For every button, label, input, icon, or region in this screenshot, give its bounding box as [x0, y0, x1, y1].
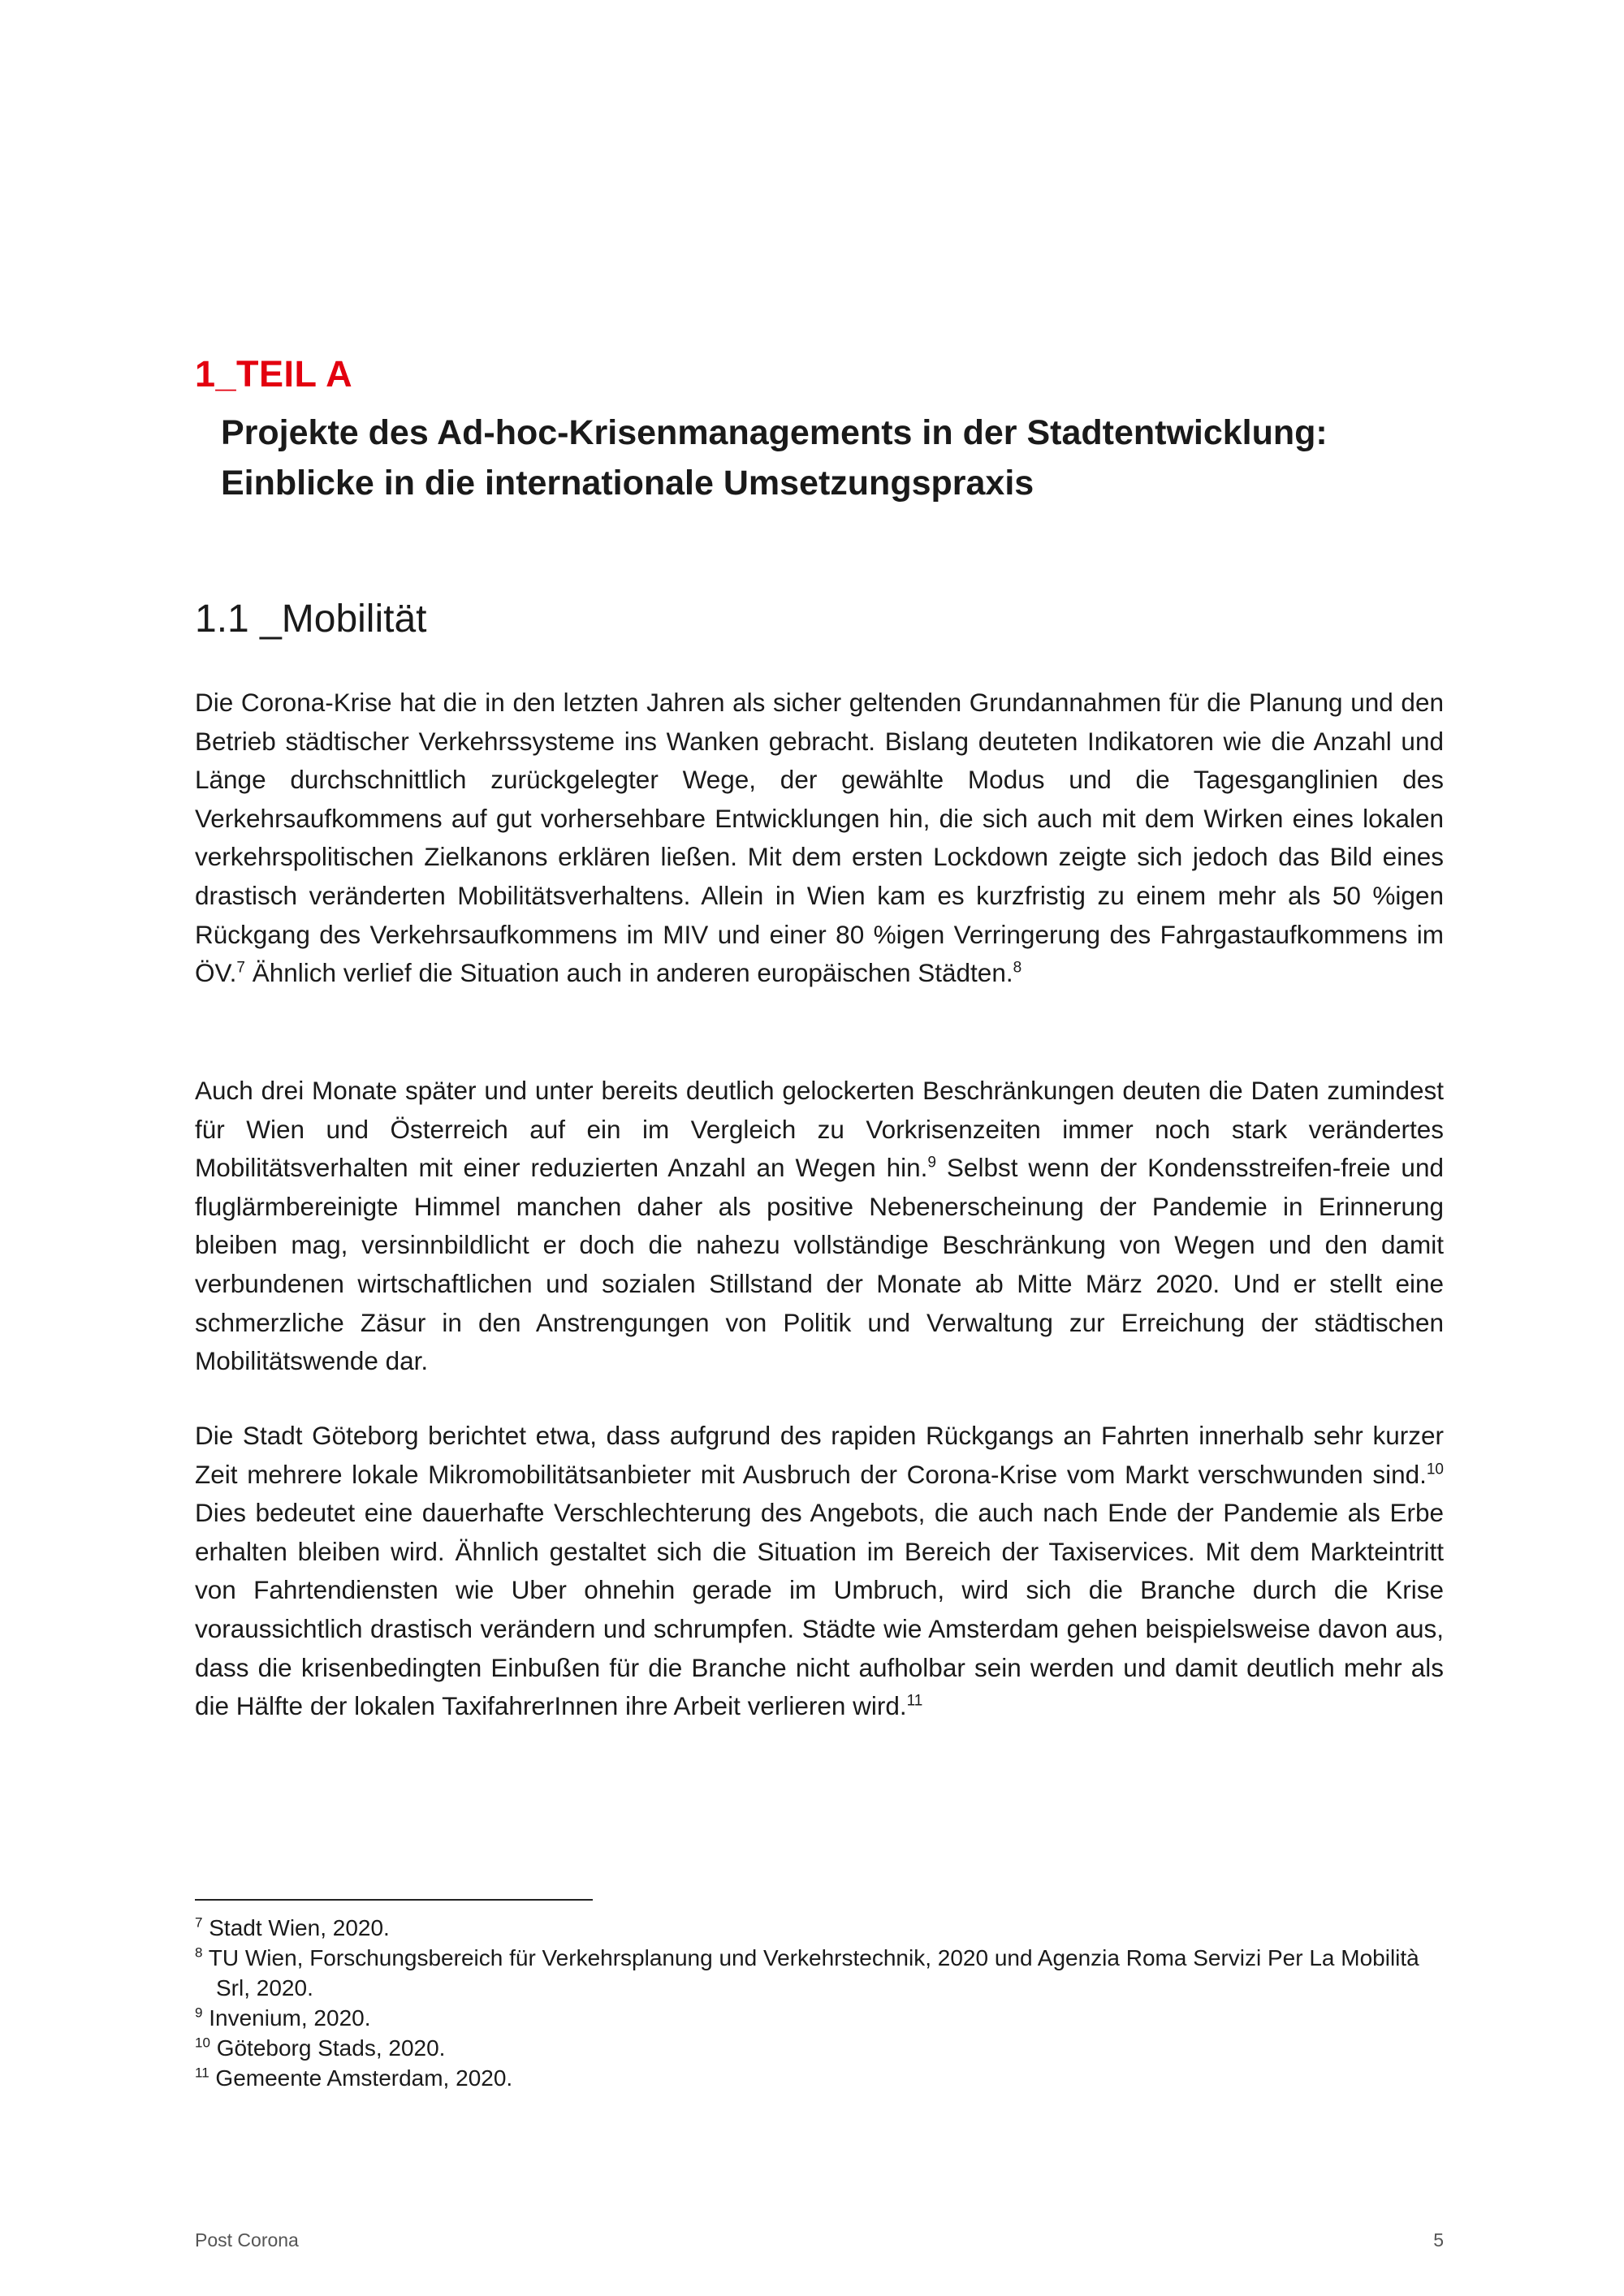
footnotes-list [195, 1913, 1445, 2093]
footnote-text: Invenium, 2020. [202, 2005, 371, 2031]
footnote-ref-10: 10 [1426, 1461, 1444, 1478]
footnote-ref-7: 7 [236, 959, 245, 977]
footnote-text: Gemeente Amsterdam, 2020. [209, 2065, 513, 2091]
paragraph-2-text-a: Auch drei Monate später und unter bereits deutlich gelockerten Beschränkungen deuten die Daten zumindest für Wien und Österreich auf ein im Vergleich zu Vorkrisenzeiten immer noch stark verändertes Mobilitätsverhalten mit einer reduzierten Anzahl an Wegen hin. [195, 1076, 1444, 1183]
footnote-number: 11 [195, 2065, 209, 2081]
footnote-ref-11: 11 [906, 1692, 923, 1710]
chapter-title [221, 408, 1520, 508]
paragraph-2 [195, 1072, 1444, 1381]
footnote-number: 8 [195, 1944, 203, 1961]
page-number: 5 [1433, 2229, 1444, 2251]
section-heading: 1.1 _Mobilität [195, 598, 427, 641]
footnote-8 [195, 1943, 1445, 2003]
paragraph-3 [195, 1417, 1444, 1726]
footnote-7 [195, 1913, 1445, 1943]
paragraph-1-text-a: Die Corona-Krise hat die in den letzten Jahren als sicher geltenden Grundannahmen für die Planung und den Betrieb städtischer Verkehrssysteme ins Wanken gebracht. Bislang deuteten Indikatoren wie die Anzahl und Länge durchschnittlich zurückgelegter Wege, der gewählte Modus und die Tagesganglinien des Verkehrsaufkommens auf gut vorhersehbare Entwicklungen hin, die sich auch mit dem Wirken eines lokalen verkehrspolitischen Zielkanons erklären ließen. Mit dem ersten Lockdown zeigte sich jedoch das Bild eines drastisch veränderten Mobilitätsverhaltens. Allein in Wien kam es kurzfristig zu einem mehr als 50 %igen Rückgang des Verkehrsaufkommens im MIV und einer 80 %igen Verringerung des Fahrgastaufkommens im ÖV. [195, 688, 1444, 988]
footnote-9 [195, 2003, 1445, 2033]
footnote-11 [195, 2063, 1445, 2093]
paragraph-3-text-b: Dies bedeutet eine dauerhafte Verschlechterung des Angebots, die auch nach Ende der Pandemie als Erbe erhalten bleiben wird. Ähnlich gestaltet sich die Situation im Bereich der Taxiservices. Mit dem Markteintritt von Fahrtendiensten wie Uber ohnehin gerade im Umbruch, wird sich die Branche durch die Krise voraussichtlich drastisch verändern und schrumpfen. Städte wie Amsterdam gehen beispielsweise davon aus, dass die krisenbedingten Einbußen für die Branche nicht aufholbar sein werden und damit deutlich mehr als die Hälfte der lokalen TaxifahrerInnen ihre Arbeit verlieren wird. [195, 1498, 1444, 1721]
footnote-ref-9: 9 [927, 1154, 936, 1172]
paragraph-3-text-a: Die Stadt Göteborg berichtet etwa, dass aufgrund des rapiden Rückgangs an Fahrten innerhalb sehr kurzer Zeit mehrere lokale Mikromobilitätsanbieter mit Ausbruch der Corona-Krise vom Markt verschwunden sind. [195, 1421, 1444, 1489]
footnote-number: 10 [195, 2035, 210, 2051]
paragraph-1 [195, 684, 1444, 993]
footnote-text: Göteborg Stads, 2020. [209, 2035, 446, 2061]
footer-document-title: Post Corona [195, 2229, 299, 2251]
chapter-label: 1_TEIL A [195, 353, 353, 395]
footnote-10 [195, 2033, 1445, 2063]
chapter-title-line-2: Einblicke in die internationale Umsetzungspraxis [221, 464, 1034, 503]
paragraph-1-text-b: Ähnlich verlief die Situation auch in anderen europäischen Städten. [244, 958, 1013, 988]
footnote-number: 7 [195, 1914, 203, 1931]
footnote-text: TU Wien, Forschungsbereich für Verkehrsplanung und Verkehrstechnik, 2020 und Agenzia Roma Servizi Per La Mobilità Srl, 2020. [202, 1945, 1419, 2000]
footnote-text: Stadt Wien, 2020. [202, 1915, 390, 1940]
footnote-number: 9 [195, 2005, 203, 2021]
footnote-ref-8: 8 [1013, 959, 1022, 977]
paragraph-2-text-b: Selbst wenn der Kondensstreifen-freie und fluglärmbereinigte Himmel manchen daher als positive Nebenerscheinung der Pandemie in Erinnerung bleiben mag, versinnbildlicht er doch die nahezu vollständige Beschränkung von Wegen und den damit verbundenen wirtschaftlichen und sozialen Stillstand der Monate ab Mitte März 2020. Und er stellt eine schmerzliche Zäsur in den Anstrengungen von Politik und Verwaltung zur Erreichung der städtischen Mobilitätswende dar. [195, 1153, 1444, 1376]
chapter-title-line-1: Projekte des Ad-hoc-Krisenmanagements in der Stadtentwicklung: [221, 413, 1328, 452]
footnote-divider [195, 1899, 593, 1901]
